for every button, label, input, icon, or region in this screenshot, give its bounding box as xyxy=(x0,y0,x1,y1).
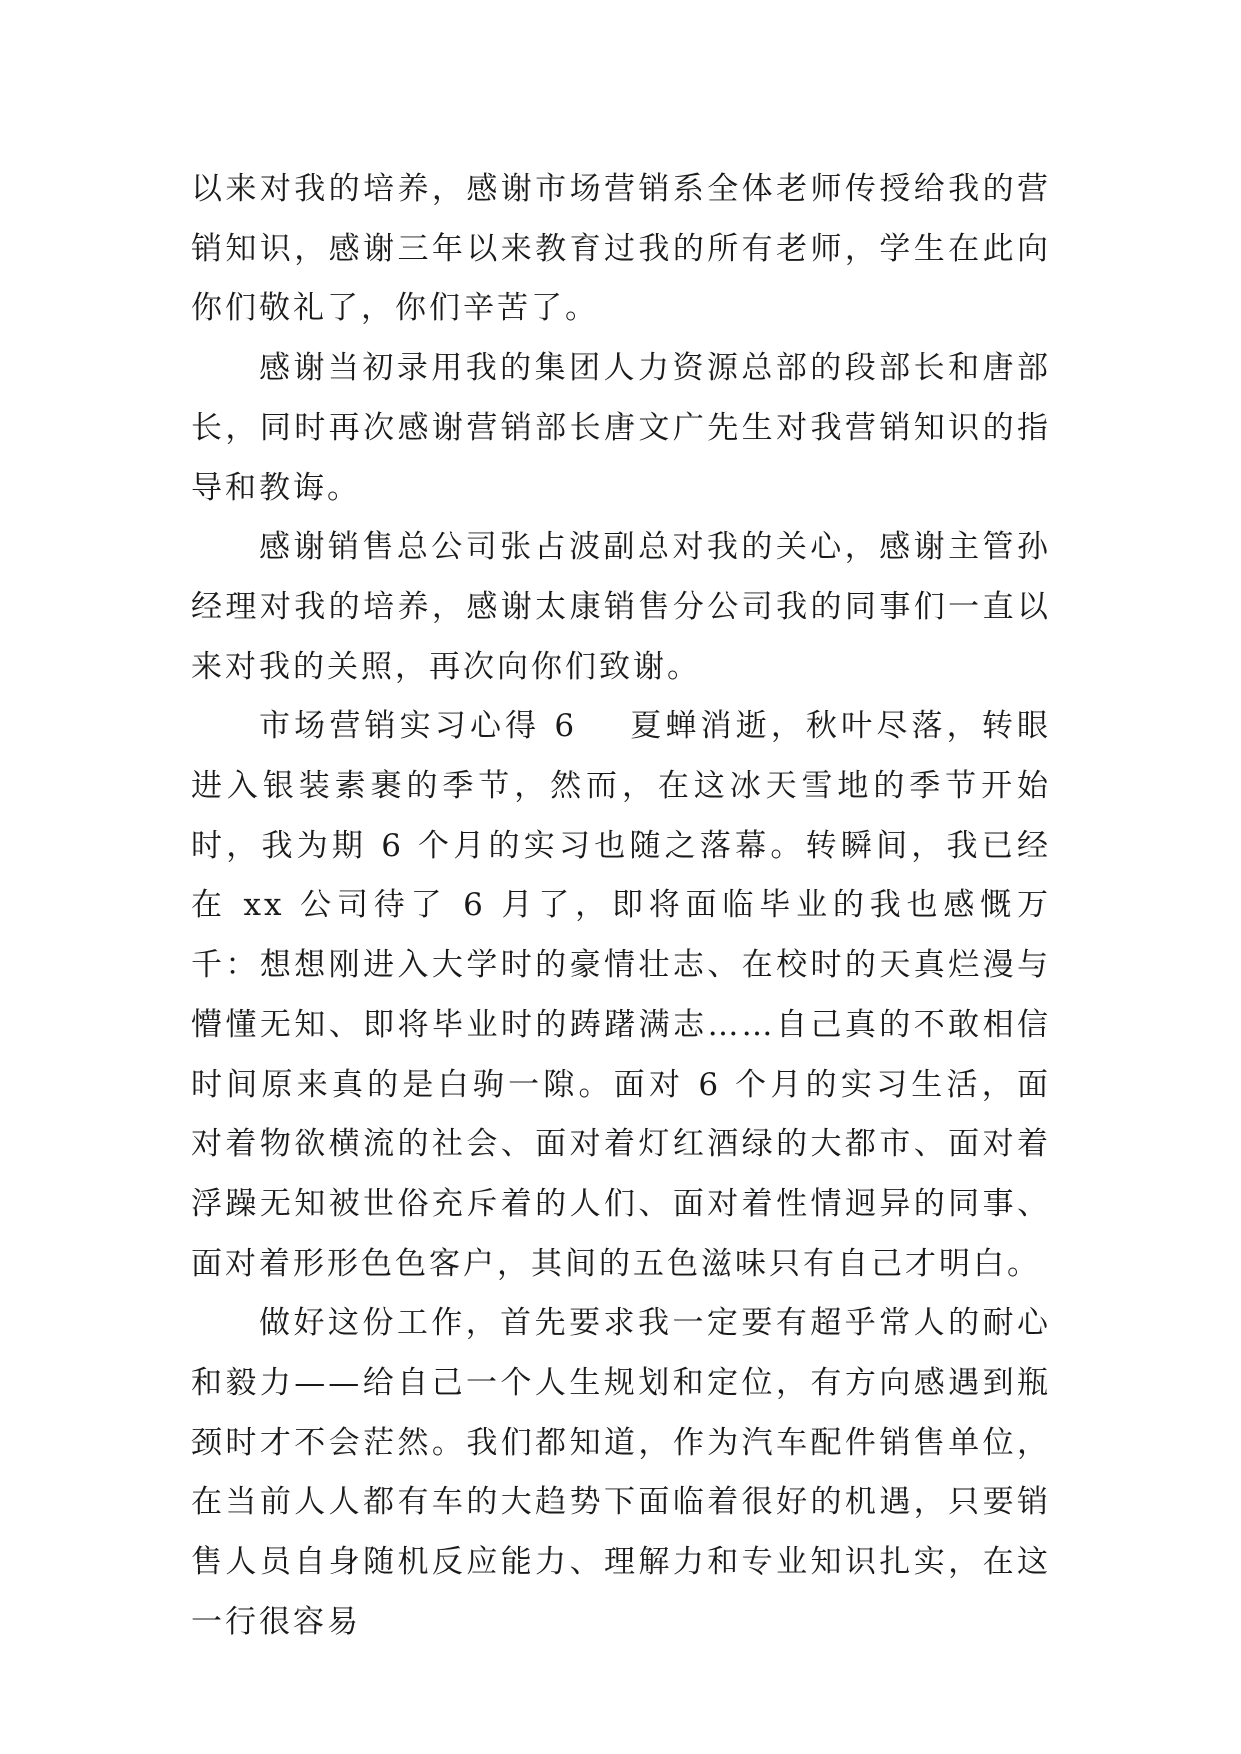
paragraph-3: 感谢销售总公司张占波副总对我的关心，感谢主管孙经理对我的培养，感谢太康销售分公司我的同事们一直以来对我的关照，再次向你们致谢。 xyxy=(191,529,1051,685)
paragraph-2: 感谢当初录用我的集团人力资源总部的段部长和唐部长，同时再次感谢营销部长唐文广先生对我营销知识的指导和教诲。 xyxy=(191,350,1051,506)
paragraph-4 xyxy=(191,697,1051,1294)
paragraph-1: 以来对我的培养，感谢市场营销系全体老师传授给我的营销知识，感谢三年以来教育过我的所有老师，学生在此向你们敬礼了，你们辛苦了。 xyxy=(191,171,1051,327)
paragraph-4-text: 夏蝉消逝，秋叶尽落，转眼进入银装素裹的季节，然而，在这冰天雪地的季节开始时，我为期 6 个月的实习也随之落幕。转瞬间，我已经在 xx 公司待了 6 月了，即将面临毕业的我也感慨万千：想想刚进入大学时的豪情壮志、在校时的天真烂漫与懵懂无知、即将毕业时的踌躇满志……自己真的不敢相信时间原来真的是白驹一隙。面对 6 个月的实习生活，面对着物欲横流的社会、面对着灯红酒绿的大都市、面对着浮躁无知被世俗充斥着的人们、面对着性情迥异的同事、面对着形形色色客户，其间的五色滋味只有自己才明白。 xyxy=(191,708,1052,1282)
paragraph-5: 做好这份工作，首先要求我一定要有超乎常人的耐心和毅力——给自己一个人生规划和定位，有方向感遇到瓶颈时才不会茫然。我们都知道，作为汽车配件销售单位，在当前人人都有车的大趋势下面临着很好的机遇，只要销售人员自身随机反应能力、理解力和专业知识扎实，在这一行很容易 xyxy=(191,1305,1051,1640)
section-heading: 市场营销实习心得 6 xyxy=(259,708,578,745)
document-body xyxy=(191,160,1051,1653)
